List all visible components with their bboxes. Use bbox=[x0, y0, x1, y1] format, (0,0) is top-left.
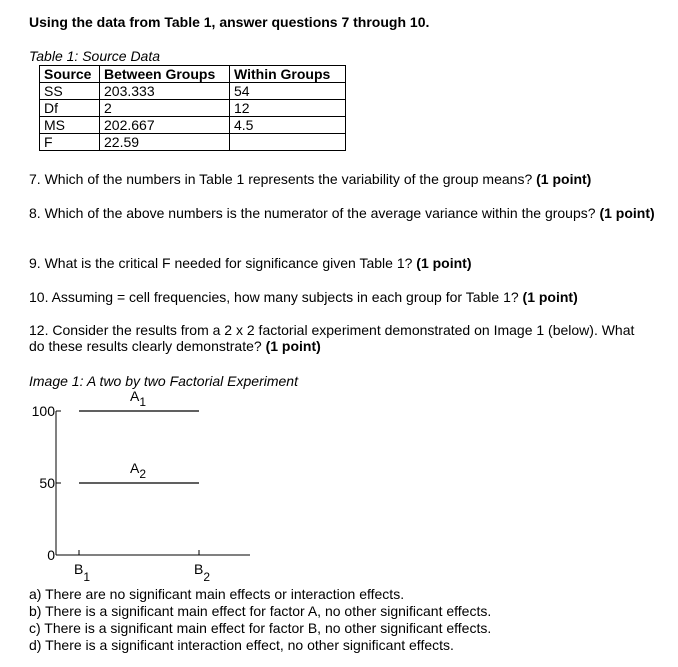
table-caption: Table 1: Source Data bbox=[29, 48, 161, 64]
table-cell: 203.333 bbox=[100, 83, 230, 100]
series-label-a2: A2 bbox=[130, 460, 147, 481]
question-points: (1 point) bbox=[536, 171, 592, 187]
instructions-heading: Using the data from Table 1, answer questions 7 through 10. bbox=[29, 14, 430, 30]
question-points: (1 point) bbox=[416, 255, 472, 271]
answer-option-c: c) There is a significant main effect for factor B, no other significant effects. bbox=[29, 620, 492, 636]
table-cell: Df bbox=[40, 100, 100, 117]
image-caption: Image 1: A two by two Factorial Experiment bbox=[29, 373, 298, 389]
table-cell: MS bbox=[40, 117, 100, 134]
question-text: 12. Consider the results from a 2 x 2 factorial experiment demonstrated on Image 1 (below). What do these results clearly demonstrate? bbox=[29, 322, 635, 354]
y-tick-label: 0 bbox=[47, 547, 55, 563]
table-cell: 12 bbox=[230, 100, 346, 117]
answer-option-d: d) There is a significant interaction effect, no other significant effects. bbox=[29, 637, 454, 653]
answer-option-b: b) There is a significant main effect for factor A, no other significant effects. bbox=[29, 603, 492, 619]
table-cell: 22.59 bbox=[100, 134, 230, 151]
series-label-a1: A1 bbox=[130, 388, 147, 409]
table-cell: F bbox=[40, 134, 100, 151]
answer-option-a: a) There are no significant main effects or interaction effects. bbox=[29, 586, 405, 602]
question-points: (1 point) bbox=[265, 338, 321, 354]
column-header: Source bbox=[40, 66, 100, 83]
question-text: 8. Which of the above numbers is the numerator of the average variance within the groups? bbox=[29, 205, 596, 221]
table-cell: 2 bbox=[100, 100, 230, 117]
table-cell: 54 bbox=[230, 83, 346, 100]
x-tick-label: B2 bbox=[194, 561, 211, 584]
question-points: (1 point) bbox=[522, 289, 578, 305]
table-cell: 202.667 bbox=[100, 117, 230, 134]
question-text: 9. What is the critical F needed for significance given Table 1? bbox=[29, 255, 413, 271]
y-tick-label: 50 bbox=[39, 475, 55, 491]
question-text: 10. Assuming = cell frequencies, how many subjects in each group for Table 1? bbox=[29, 289, 519, 305]
table-cell: 4.5 bbox=[230, 117, 346, 134]
y-tick-label: 100 bbox=[31, 403, 55, 419]
question-text: 7. Which of the numbers in Table 1 represents the variability of the group means? bbox=[29, 171, 533, 187]
x-tick-label: B1 bbox=[74, 561, 91, 584]
column-header: Between Groups bbox=[100, 66, 230, 83]
column-header: Within Groups bbox=[230, 66, 346, 83]
table-cell: SS bbox=[40, 83, 100, 100]
question-points: (1 point) bbox=[599, 205, 655, 221]
